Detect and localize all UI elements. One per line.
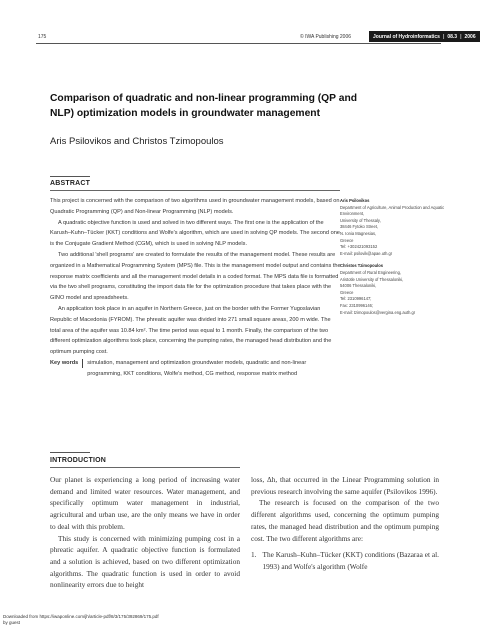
abstract-paragraph: This project is concerned with the comparison of two algorithms used in groundwater management models, based on Quadratic Programming (QP) and Non-linear Programming (NLP) models. xyxy=(50,198,340,215)
affiliation-line: Fax: 2310996146; xyxy=(340,302,374,308)
affiliation-line: Department of Agriculture, Animal Production and Aquatic Environment, xyxy=(340,204,445,217)
affiliation-line: 54006 Thessaloniki, xyxy=(340,283,377,289)
article-title: Comparison of quadratic and non-linear programming (QP and NLP) optimization models in groundwater management xyxy=(50,93,358,119)
abstract-body xyxy=(50,196,342,380)
intro-left-column xyxy=(50,474,240,591)
intro-paragraph: This study is concerned with minimizing pumping cost in a phreatic aquifer. A quadratic objective function is formulated and a solution is achieved, based on two different optimization algorithms. The quadratic function is used in order to avoid nonlinearity errors due to height xyxy=(50,533,240,590)
download-by: by guest xyxy=(3,620,21,625)
affiliation-email[interactable]: E-mail: psilovik@apae.uth.gr xyxy=(340,250,393,256)
journal-header-bar xyxy=(369,31,480,42)
intro-rule-top xyxy=(50,452,90,453)
intro-paragraph: Our planet is experiencing a long period of increasing water demand and limited water resources. Water management, and specifically optimum water management in industrial, agricultural and urban use, are the only means we have in order to deal with this problem. xyxy=(50,475,240,531)
affiliation-name: Aris Psilovikos xyxy=(340,198,370,203)
page-number: 175 xyxy=(38,34,47,40)
affiliation-line: 38446 Fytoko Street, xyxy=(340,224,379,230)
keywords-block xyxy=(50,358,342,380)
affiliation-line: Tel: 2310996147; xyxy=(340,296,372,302)
download-url[interactable]: Downloaded from https://iwaponline.com/jh/article-pdf/8/3/175/392869/175.pdf xyxy=(3,614,159,619)
list-number: 1. xyxy=(251,550,257,560)
journal-name: Journal of Hydroinformatics xyxy=(373,33,440,40)
header-rule xyxy=(36,43,441,44)
abstract-paragraph: An application took place in an aquifer in Northern Greece, just on the border with the Former Yugoslavian Republic of Macedonia (FYROM). The phreatic aquifer was divided into 271 small square areas, 200 m wide. The total area of the aquifer was 10.84 km². The time period was equal to 1 month. Finally, the comparison of the two different optimization algorithms took place, concerning the pumping rates, the managed head distribution and the optimum pumping cost. xyxy=(50,305,332,356)
intro-paragraph: loss, Δh, that occurred in the Linear Programming solution in previous research involving the same aquifer (Psilovikos 1996). xyxy=(251,475,439,496)
affiliation-line: Greece xyxy=(340,289,354,295)
header-separator: | xyxy=(442,33,445,40)
affiliation-name: Christos Tzimopoulos xyxy=(340,263,383,269)
abstract-paragraph: Two additional 'shell programs' are created to formulate the results of the management model. These results are organized in a Mathematical Programming System (MPS) file. This is the management model output and contains the response matrix coefficients and all the management model details in a coded format. The MPS data file is formatted via the two shell programs, constituting the import data file for the optimization procedure that takes place with the GINO model and spreadsheets. xyxy=(50,251,341,302)
keywords-divider xyxy=(82,359,83,368)
abstract-heading: ABSTRACT xyxy=(50,180,91,187)
abstract-paragraph: A quadratic objective function is used and solved in two different ways. The first one is the application of the Karush–Kuhn–Tücker (KKT) conditions and Wolfe's algorithm, which are used in solving QP models. The second one is the Conjugate Gradient Method (CGM), which is used in solving NLP models. xyxy=(50,219,340,248)
affiliation-line: Department of Rural Engineering, xyxy=(340,269,401,275)
introduction-heading: INTRODUCTION xyxy=(50,457,107,464)
header-separator: | xyxy=(460,33,462,40)
abstract-rule xyxy=(50,190,340,191)
affiliation-line: University of Thessaly, xyxy=(340,217,381,223)
affiliation-line: N. Ionia Magnesias, xyxy=(340,230,377,236)
volume-issue: 08.3 xyxy=(447,33,458,40)
article-authors: Aris Psilovikos and Christos Tzimopoulos xyxy=(50,136,224,147)
affiliation-line: Aristotle University of Thessaloniki, xyxy=(340,276,404,282)
author-affiliations xyxy=(340,198,450,316)
algorithm-list-item xyxy=(251,549,439,572)
affiliation-email[interactable]: E-mail: tzimopoulos@vergina.eng.auth.gr xyxy=(340,309,416,315)
keywords-text: simulation, management and optimization groundwater models, quadratic and non-linear programming, KKT conditions, Wolfe's method, CG method, response matrix method xyxy=(87,359,307,377)
intro-paragraph: The research is focused on the comparison of the two different algorithms used, concerning the optimum pumping rates, the managed head distribution and the optimum pumping cost. The two different algorithms are: xyxy=(251,498,439,543)
intro-right-column xyxy=(251,474,439,573)
copyright-notice: © IWA Publishing 2006 xyxy=(300,34,352,40)
intro-rule xyxy=(50,467,240,468)
keywords-label: Key words xyxy=(50,359,79,366)
list-text: The Karush–Kuhn–Tücker (KKT) conditions (Bazaraa et al. 1993) and Wolfe's algorithm (Wolfe xyxy=(262,550,439,571)
journal-year: 2006 xyxy=(464,33,476,40)
abstract-rule-top xyxy=(50,176,90,177)
affiliation-line: Tel: +302421093152 xyxy=(340,244,378,250)
download-footer xyxy=(3,614,159,626)
affiliation-line: Greece xyxy=(340,237,354,243)
